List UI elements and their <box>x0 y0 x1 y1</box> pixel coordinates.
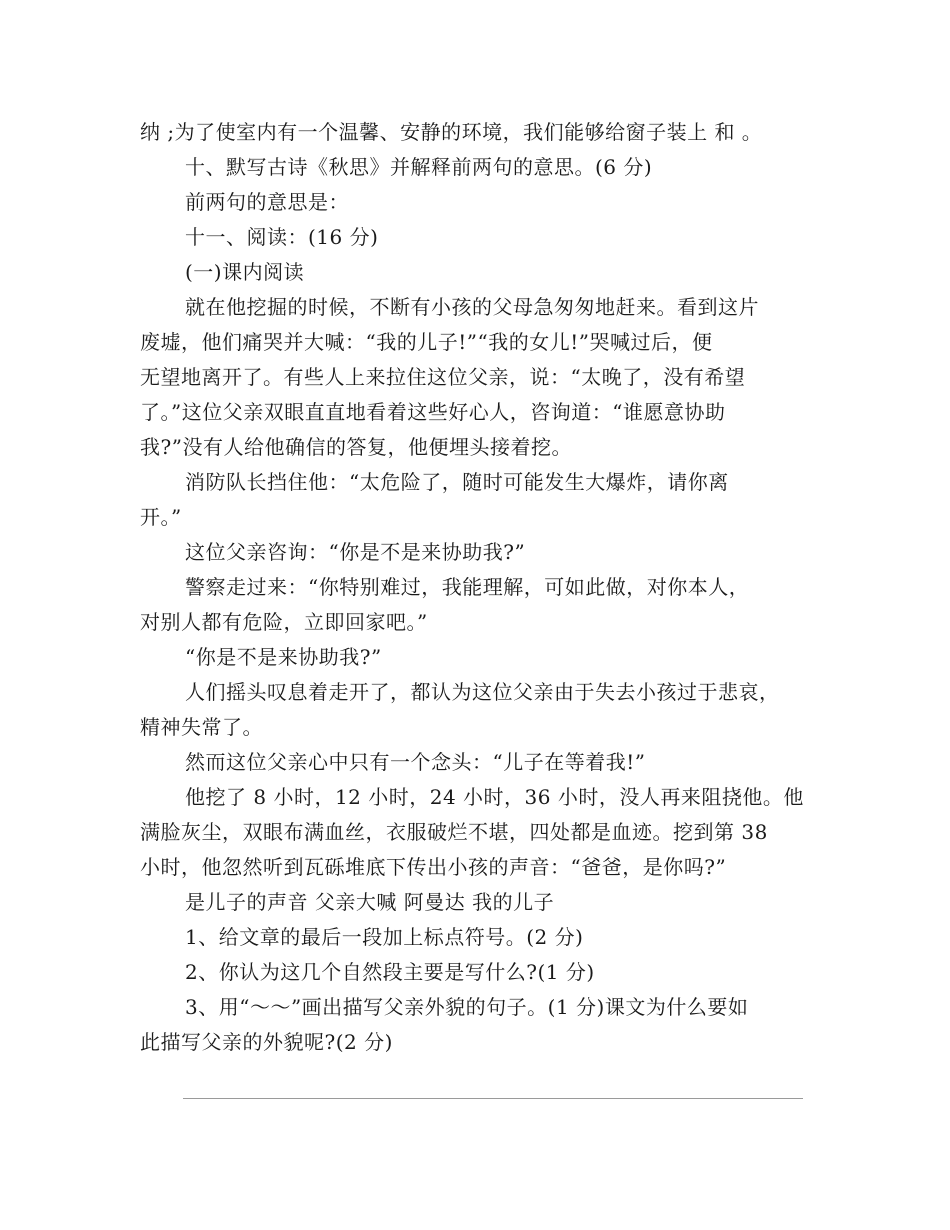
reading-paragraph-8 <box>140 780 815 815</box>
text-line: 前两句的意思是： <box>185 190 349 214</box>
sub-question-3-continued <box>140 1025 815 1060</box>
text-line: 消防队长挡住他：“太危险了，随时可能发生大爆炸，请你离 <box>185 470 729 494</box>
reading-paragraph-1-continued <box>140 325 815 465</box>
text-line: “你是不是来协助我?” <box>185 645 382 669</box>
reading-paragraph-2-continued <box>140 500 815 535</box>
text-line: 废墟，他们痛哭并大喊：“我的儿子!”“我的女儿!”哭喊过后，便 <box>140 330 713 354</box>
text-line: 十、默写古诗《秋思》并解释前两句的意思。(6 分) <box>185 155 653 179</box>
text-line: 2、你认为这几个自然段主要是写什么?(1 分) <box>185 960 595 984</box>
document-body <box>140 115 815 1060</box>
text-line: 然而这位父亲心中只有一个念头：“儿子在等着我!” <box>185 750 646 774</box>
text-line: 此描写父亲的外貌呢?(2 分) <box>140 1030 393 1054</box>
text-line: 满脸灰尘，双眼布满血丝，衣服破烂不堪，四处都是血迹。挖到第 38 <box>140 820 768 844</box>
answer-line-divider <box>183 1098 803 1099</box>
text-line: 了。”这位父亲双眼直直地看着这些好心人，咨询道：“谁愿意协助 <box>140 400 726 424</box>
reading-paragraph-5 <box>140 640 815 675</box>
question-10-answer-prompt <box>140 185 815 220</box>
reading-paragraph-4 <box>140 570 815 605</box>
reading-paragraph-6-continued <box>140 710 815 745</box>
text-line: 3、用“～～”画出描写父亲外貌的句子。(1 分)课文为什么要如 <box>185 995 749 1019</box>
paragraph-curtains-fragment <box>140 115 815 150</box>
text-line: 我?”没有人给他确信的答复，他便埋头接着挖。 <box>140 435 572 459</box>
reading-paragraph-3 <box>140 535 815 570</box>
text-line: 人们摇头叹息着走开了，都认为这位父亲由于失去小孩过于悲哀， <box>185 680 780 704</box>
text-line: 无望地离开了。有些人上来拉住这位父亲，说：“太晚了，没有希望 <box>140 365 746 389</box>
punctuation-exercise-text <box>140 885 815 920</box>
reading-paragraph-2 <box>140 465 815 500</box>
text-line: 精神失常了。 <box>140 715 263 739</box>
reading-paragraph-7 <box>140 745 815 780</box>
question-10-heading <box>140 150 815 185</box>
question-11-heading <box>140 220 815 255</box>
text-line: 警察走过来：“你特别难过，我能理解，可如此做，对你本人， <box>185 575 750 599</box>
reading-paragraph-6 <box>140 675 815 710</box>
text-line: 就在他挖掘的时候，不断有小孩的父母急匆匆地赶来。看到这片 <box>185 295 759 319</box>
reading-paragraph-8-continued <box>140 815 815 885</box>
reading-paragraph-4-continued <box>140 605 815 640</box>
text-line: 1、给文章的最后一段加上标点符号。(2 分) <box>185 925 584 949</box>
text-line: 这位父亲咨询：“你是不是来协助我?” <box>185 540 526 564</box>
sub-question-3 <box>140 990 815 1025</box>
text-line: 十一、阅读：(16 分) <box>185 225 379 249</box>
text-line: 开。” <box>140 505 182 529</box>
reading-paragraph-1 <box>140 290 815 325</box>
sub-question-2 <box>140 955 815 990</box>
sub-question-1 <box>140 920 815 955</box>
text-line: 小时，他忽然听到瓦砾堆底下传出小孩的声音：“爸爸，是你吗?” <box>140 855 727 879</box>
text-line: (一)课内阅读 <box>185 260 305 284</box>
text-line: 纳 ;为了使室内有一个温馨、安静的环境，我们能够给窗子装上 和 。 <box>140 120 763 144</box>
text-line: 对别人都有危险，立即回家吧。” <box>140 610 428 634</box>
text-line: 他挖了 8 小时，12 小时，24 小时，36 小时，没人再来阻挠他。他 <box>185 785 804 809</box>
section-heading-in-class-reading <box>140 255 815 290</box>
text-line: 是儿子的声音 父亲大喊 阿曼达 我的儿子 <box>185 890 555 914</box>
